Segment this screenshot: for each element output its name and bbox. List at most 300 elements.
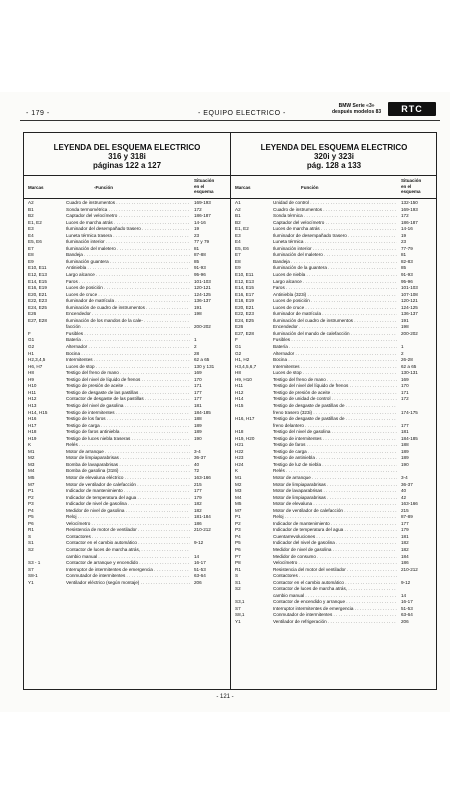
function-text: Motor de arranque . . . <box>66 449 190 456</box>
function-text: Motor de ventilador de calefacción . . . <box>273 508 397 515</box>
page-header <box>20 100 440 126</box>
function-text: Motor de ventilador de calefacción . . . <box>66 482 190 489</box>
function-text: Testigo de desgaste de pastillas de . . . <box>273 403 397 410</box>
function-text: Testigo de intermitentes . . . <box>66 410 190 417</box>
function-text: Reloj . . . <box>66 514 190 521</box>
schematic-location: 2 <box>401 350 404 356</box>
mark-code: E1, E2 <box>28 219 42 225</box>
mark-code: E26 <box>235 324 244 330</box>
schematic-location: 16-17 <box>194 560 206 566</box>
footer-page-number: - 121 - <box>216 694 234 700</box>
function-text: Sonda térmica . . . <box>273 213 397 220</box>
mark-code: H6, H7 <box>28 363 43 369</box>
schematic-location: 14 <box>401 592 407 598</box>
function-text: freno delantero . . . <box>273 423 397 430</box>
mark-code: H14 <box>235 396 244 402</box>
mark-code: P3 <box>235 527 241 533</box>
mark-code: B1 <box>28 206 34 212</box>
schematic-location: 171 <box>401 389 409 395</box>
mark-code: M2 <box>28 455 35 461</box>
schematic-location: 124-125 <box>194 291 211 297</box>
table-row <box>24 580 230 587</box>
mark-code: S8-1 <box>28 573 38 579</box>
function-text: Luces de stop . . . <box>66 364 190 371</box>
function-text: Faros . . . <box>66 279 190 286</box>
function-text: Medidor de consumo . . . <box>273 554 397 561</box>
mark-code: P4 <box>28 507 34 513</box>
schematic-location: 200-202 <box>194 324 211 330</box>
mark-code: M1 <box>235 474 242 480</box>
schematic-location: 188 <box>194 416 202 422</box>
mark-code: S1 <box>28 540 34 546</box>
schematic-location: 91-93 <box>401 272 413 278</box>
schematic-location: 136-137 <box>401 311 418 317</box>
header-situacion <box>401 178 435 195</box>
schematic-location: 14 <box>194 553 200 559</box>
mark-code: H19, H20 <box>235 435 255 441</box>
mark-code: A2 <box>28 200 34 205</box>
mark-code: M5 <box>28 474 35 480</box>
function-text: Testigo de los faros . . . <box>66 416 190 423</box>
schematic-location: 81 <box>194 245 200 251</box>
schematic-location: 184 <box>401 553 409 559</box>
schematic-location: 177 <box>194 488 202 494</box>
mark-code: S7 <box>28 566 34 572</box>
schematic-location: 36-37 <box>194 455 206 461</box>
schematic-location: 181 <box>401 533 409 539</box>
schematic-location: 107-108 <box>401 291 418 297</box>
function-text: Motor de elevaluna . . . <box>273 501 397 508</box>
function-text: freno trasero (323i) . . . <box>273 410 397 417</box>
schematic-location: 19 <box>401 232 407 238</box>
function-text: Medidor de nivel de gasolina . . . <box>273 547 397 554</box>
function-text: Bomba de gasolina (318i) . . . <box>66 468 190 475</box>
schematic-location: 198 <box>194 311 202 317</box>
right-title-line-2: 320i y 323i <box>313 152 355 161</box>
mark-code: E5, E6 <box>235 245 249 251</box>
mark-code: G1 <box>235 344 242 350</box>
schematic-location: 1 <box>401 344 404 350</box>
function-text: Luneta térmica . . . <box>273 239 397 246</box>
schematic-location: 130 y 131 <box>194 363 215 369</box>
schematic-location: 189 <box>401 448 409 454</box>
schematic-location: 169-193 <box>194 200 211 205</box>
function-text: cambio manual . . . <box>66 554 190 561</box>
schematic-location: 191 <box>194 304 202 310</box>
function-text: Testigo de antiniebla . . . <box>273 455 397 462</box>
function-text: Largo alcance . . . <box>273 279 397 286</box>
mark-code: M3 <box>28 461 35 467</box>
schematic-location: 184-185 <box>401 435 418 441</box>
schematic-location: 177 <box>401 422 409 428</box>
schematic-location: 101-103 <box>401 285 418 291</box>
mark-code: S1 <box>235 579 241 585</box>
function-text: Contactor de desgaste de las pastillas . . . <box>66 396 190 403</box>
mark-code: P3 <box>28 501 34 507</box>
schematic-location: 63-64 <box>401 612 413 618</box>
schematic-location: 82-83 <box>401 258 413 264</box>
mark-code: P4 <box>235 533 241 539</box>
schematic-location: 91-93 <box>194 265 206 271</box>
schematic-location: 3-4 <box>401 474 408 480</box>
function-text: Relés . . . <box>273 468 397 475</box>
schematic-location: 3-4 <box>194 448 201 454</box>
schematic-location: 215 <box>401 507 409 513</box>
schematic-location: 101-103 <box>194 278 211 284</box>
function-text: Contactor en el cambio automático . . . <box>66 540 190 547</box>
function-text: Antiniebla (323i) . . . <box>273 292 397 299</box>
mark-code: S2 <box>235 586 241 592</box>
mark-code: F <box>28 330 31 336</box>
schematic-location: 42 <box>401 494 407 500</box>
mark-code: H12 <box>235 389 244 395</box>
header-situacion-3: esquema <box>401 189 421 194</box>
function-text: Resistencia del motor del ventilador . . . <box>273 567 397 574</box>
mark-code: E1, E2 <box>235 226 249 232</box>
function-text: Motor de limpiaparabrisas . . . <box>273 482 397 489</box>
schematic-location: 87-88 <box>194 252 206 258</box>
function-text: Velocímetro . . . <box>273 560 397 567</box>
function-text: Motor de lavaparabrisas . . . <box>273 488 397 495</box>
function-text: Iluminación interior . . . <box>273 246 397 253</box>
mark-code: A1 <box>235 200 241 205</box>
schematic-location: 177 <box>194 389 202 395</box>
function-text: Cuadro de instrumentos . . . <box>66 200 190 207</box>
schematic-location: 191 <box>401 317 409 323</box>
function-text: Interruptor de intermitentes de emergencia . . . <box>66 567 190 574</box>
mark-code: H2,3,4,5 <box>28 357 46 363</box>
left-table-header <box>24 175 230 199</box>
right-table-body <box>231 200 437 626</box>
schematic-location: 169 <box>194 370 202 376</box>
mark-code: B2 <box>28 213 34 219</box>
header-marcas: Marcas <box>235 185 251 190</box>
schematic-location: 120-121 <box>401 298 418 304</box>
function-text: Medidor de nivel de gasolina . . . <box>66 508 190 515</box>
function-text: Ventilador de refrigeración . . . <box>273 619 397 626</box>
mark-code: H16, H17 <box>235 416 255 422</box>
schematic-location: 188 <box>401 442 409 448</box>
function-text: Contactor de luces de marcha atrás, . . . <box>66 547 190 554</box>
function-text: Contactor de arranque y encendido . . . <box>66 560 190 567</box>
function-text: cambio manual . . . <box>273 593 397 600</box>
function-text: Luneta térmica trasera . . . <box>66 233 190 240</box>
mark-code: G1 <box>28 337 35 343</box>
mark-code: A2 <box>235 206 241 212</box>
mark-code: E5, E6 <box>28 239 42 245</box>
mark-code: E12, E13 <box>235 278 254 284</box>
function-text: Testigo de desgaste de las pastillas . . . <box>66 390 190 397</box>
function-text: Testigo del nivel de gasolina . . . <box>66 403 190 410</box>
mark-code: E14, E15 <box>28 278 47 284</box>
function-text: Motor de elevaluna eléctrico . . . <box>66 475 190 482</box>
schematic-location: 163-166 <box>401 501 418 507</box>
schematic-location: 9-12 <box>401 579 411 585</box>
function-text: Testigo de faros antiniebla . . . <box>66 429 190 436</box>
function-text: Indicador de mantenimiento . . . <box>273 521 397 528</box>
function-text: Captador del velocímetro . . . <box>273 220 397 227</box>
mark-code: F <box>235 337 238 343</box>
mark-code: H13 <box>28 402 37 408</box>
function-text: Ventilador eléctrico (según montaje) . . . <box>66 580 190 587</box>
mark-code: E4 <box>28 232 34 238</box>
function-text: Fusibles . . . <box>273 337 397 344</box>
function-text: Velocímetro . . . <box>66 521 190 528</box>
mark-code: R1 <box>28 527 34 533</box>
function-text: Iluminador de matrícula . . . <box>66 298 190 305</box>
series-line-2: después modelos 83 <box>332 109 382 115</box>
mark-code: H8 <box>28 370 34 376</box>
function-text: Testigo del freno de mano . . . <box>273 377 397 384</box>
schematic-location: 130-131 <box>401 370 418 376</box>
function-text: Testigo del freno de mano . . . <box>66 370 190 377</box>
schematic-location: 40 <box>194 461 200 467</box>
header-page-number: - 179 - <box>26 110 50 117</box>
function-text: Conmutador de intermitentes . . . <box>273 612 397 619</box>
function-text: Contactor de encendido y arranque . . . <box>273 599 397 606</box>
rtc-logo: RTC <box>388 102 436 116</box>
mark-code: E24, E25 <box>28 304 47 310</box>
schematic-location: 85 <box>401 265 407 271</box>
mark-code: H17 <box>28 422 37 428</box>
function-text: Iluminación del maletero . . . <box>66 246 190 253</box>
mark-code: K <box>28 442 32 448</box>
function-text: Batería . . . <box>66 337 190 344</box>
function-text: Testigo de presión de aceite . . . <box>66 383 190 390</box>
function-text: Luces de cruce . . . <box>66 292 190 299</box>
schematic-location: 77 y 79 <box>194 239 210 245</box>
schematic-location: 181-184 <box>194 514 211 520</box>
schematic-location: 181 <box>401 429 409 435</box>
mark-code: M4 <box>235 494 242 500</box>
header-funcion: -Función <box>94 185 113 190</box>
schematic-location: 14-16 <box>401 226 413 232</box>
function-text: Iluminador del desempañado trasero . . . <box>66 226 190 233</box>
top-margin <box>0 0 450 92</box>
function-text: Contactores . . . <box>273 573 397 580</box>
function-text: Iluminación del mando de calefacción . . . <box>273 331 397 338</box>
mark-code: S3 - 1 <box>28 560 41 566</box>
function-text: Iluminación de la guantera . . . <box>273 265 397 272</box>
mark-code: M2 <box>235 481 242 487</box>
function-text: Luces de marcha atrás . . . <box>273 226 397 233</box>
mark-code: P5 <box>28 514 34 520</box>
mark-code: E16, E19 <box>28 285 47 291</box>
mark-code: P5 <box>235 540 241 546</box>
vehicle-series <box>332 103 381 115</box>
schematic-location: 95-96 <box>401 278 413 284</box>
schematic-location: 72 <box>194 468 200 474</box>
schematic-location: 206 <box>401 619 409 624</box>
function-text: Encendedor . . . <box>66 311 190 318</box>
function-text: Indicador del nivel de gasolina . . . <box>273 540 397 547</box>
left-table-body <box>24 200 230 586</box>
function-text: Batería . . . <box>273 344 397 351</box>
right-table-header <box>231 175 437 199</box>
legend-frame <box>23 132 437 690</box>
bottom-margin <box>0 712 450 800</box>
mark-code: E10, E11 <box>28 265 47 271</box>
mark-code: M5 <box>235 501 242 507</box>
schematic-location: 77-79 <box>401 245 413 251</box>
mark-code: S7 <box>235 605 241 611</box>
function-text: Testigo de faros . . . <box>273 442 397 449</box>
schematic-location: 179 <box>401 527 409 533</box>
function-text: Indicador de nivel de gasolina . . . <box>66 501 190 508</box>
function-text: Encendedor . . . <box>273 324 397 331</box>
header-rule <box>20 120 440 121</box>
mark-code: H14, H15 <box>28 409 48 415</box>
function-text: Reloj . . . <box>273 514 397 521</box>
schematic-location: 124-125 <box>401 304 418 310</box>
schematic-location: 206 <box>194 579 202 585</box>
function-text: Iluminación interior . . . <box>66 239 190 246</box>
schematic-location: 81 <box>401 252 407 258</box>
mark-code: E8 <box>235 258 241 264</box>
mark-code: H11 <box>28 389 37 395</box>
function-text: Testigo del nivel de gasolina . . . <box>273 429 397 436</box>
schematic-location: 189 <box>401 455 409 461</box>
mark-code: E8 <box>28 252 34 258</box>
mark-code: E26 <box>28 311 37 317</box>
function-text: Motor de limpiaparabrisas . . . <box>66 455 190 462</box>
header-situacion-2: en el <box>401 183 412 189</box>
function-text: Antiniebla . . . <box>66 265 190 272</box>
function-text: Contactores . . . <box>66 534 190 541</box>
schematic-location: 190 <box>401 461 409 467</box>
function-text: Iluminación del cuadro de instrumentos . . . <box>273 318 397 325</box>
function-text: Testigo de desgaste de pastillas de . . . <box>273 416 397 423</box>
mark-code: H9 <box>28 376 34 382</box>
schematic-location: 182 <box>194 501 202 507</box>
mark-code: S8,1 <box>235 612 245 618</box>
schematic-location: 132-150 <box>401 200 418 205</box>
function-text: Testigo de carga . . . <box>273 449 397 456</box>
mark-code: S3,1 <box>235 599 245 605</box>
function-text: Sonda termométrica . . . <box>66 207 190 214</box>
function-text: Motor de arranque . . . <box>273 475 397 482</box>
right-title <box>231 143 437 170</box>
mark-code: E20, E21 <box>235 304 254 310</box>
legend-column-316-318i <box>24 133 230 689</box>
mark-code: P6 <box>235 546 241 552</box>
schematic-location: 36-37 <box>401 481 413 487</box>
header-situacion-3: esquema <box>194 189 214 194</box>
mark-code: B1 <box>235 213 241 219</box>
schematic-location: 172 <box>401 396 409 402</box>
schematic-location: 179 <box>194 494 202 500</box>
schematic-location: 182 <box>401 540 409 546</box>
mark-code: H1, H2 <box>235 357 250 363</box>
mark-code: M7 <box>28 481 35 487</box>
schematic-location: 19 <box>194 226 200 232</box>
schematic-location: 200-202 <box>401 330 418 336</box>
mark-code: P2 <box>235 520 241 526</box>
mark-code: H21 <box>235 442 244 448</box>
mark-code: P1 <box>235 514 241 520</box>
schematic-location: 198 <box>401 324 409 330</box>
function-text: Luces de posición . . . <box>273 298 397 305</box>
mark-code: E12, E13 <box>28 272 47 278</box>
schematic-location: 163-166 <box>194 474 211 480</box>
schematic-location: 170 <box>194 376 202 382</box>
function-text: Conmutador de intermitentes . . . <box>66 573 190 580</box>
left-title <box>24 143 230 170</box>
schematic-location: 14-16 <box>194 219 206 225</box>
mark-code: P6 <box>28 520 34 526</box>
function-text: Iluminación de cuadro de instrumentos . . . <box>66 305 190 312</box>
mark-code: E27, E28 <box>235 330 254 336</box>
mark-code: E20, E21 <box>28 291 47 297</box>
function-text: Unidad de control . . . <box>273 200 397 207</box>
mark-code: E3 <box>235 232 241 238</box>
schematic-location: 87-89 <box>401 514 413 520</box>
right-title-line-1: LEYENDA DEL ESQUEMA ELECTRICO <box>260 143 408 152</box>
schematic-location: 26-28 <box>401 357 413 363</box>
mark-code: Y1 <box>28 579 34 585</box>
mark-code: B2 <box>235 219 241 225</box>
mark-code: E18, E19 <box>235 298 254 304</box>
schematic-location: 85 <box>194 258 200 264</box>
mark-code: P7 <box>235 553 241 559</box>
mark-code: E7 <box>28 245 34 251</box>
schematic-location: 23 <box>194 232 200 238</box>
schematic-location: 215 <box>194 481 202 487</box>
mark-code: M1 <box>28 448 35 454</box>
schematic-location: 210-212 <box>401 566 418 572</box>
function-text: Contactor de luces de marcha atrás, . . . <box>273 586 397 593</box>
function-text: Fusibles . . . <box>66 331 190 338</box>
header-situacion-1: Situación <box>401 178 422 183</box>
mark-code: H22 <box>235 448 244 454</box>
mark-code: H8 <box>235 370 241 376</box>
mark-code: E9 <box>28 258 34 264</box>
schematic-location: 2 <box>194 344 197 350</box>
mark-code: S2 <box>28 546 34 552</box>
mark-code: P1 <box>28 488 34 494</box>
left-title-line-2: 316 y 318i <box>108 152 146 161</box>
right-title-line-3: pág. 128 a 133 <box>306 161 362 170</box>
function-text: Testigo del nivel del líquido de frenos . . . <box>273 383 397 390</box>
schematic-location: 186-187 <box>194 213 211 219</box>
mark-code: E4 <box>235 239 241 245</box>
mark-code: E22, E23 <box>28 298 47 304</box>
mark-code: H16 <box>28 416 37 422</box>
mark-code: H18 <box>235 429 244 435</box>
function-text: Bandeja . . . <box>273 259 397 266</box>
mark-code: Y1 <box>235 619 241 624</box>
schematic-location: 182 <box>194 507 202 513</box>
mark-code: P8 <box>235 560 241 566</box>
schematic-location: 174-175 <box>401 409 418 415</box>
mark-code: H19 <box>28 435 37 441</box>
mark-code: H10 <box>28 383 37 389</box>
schematic-location: 184-185 <box>194 409 211 415</box>
mark-code: H1 <box>28 350 34 356</box>
mark-code: E9 <box>235 265 241 271</box>
function-text: Luces de posición . . . <box>66 285 190 292</box>
left-title-line-1: LEYENDA DEL ESQUEMA ELECTRICO <box>53 143 201 152</box>
header-situacion <box>194 178 228 195</box>
mark-code: E7 <box>235 252 241 258</box>
function-text: Largo alcance . . . <box>66 272 190 279</box>
mark-code: S <box>28 533 32 539</box>
function-text: Iluminación de los mandos de la cale- . . . <box>66 318 190 325</box>
schematic-location: 189 <box>194 429 202 435</box>
mark-code: H23 <box>235 455 244 461</box>
schematic-location: 136-137 <box>194 298 211 304</box>
header-situacion-1: Situación <box>194 178 215 183</box>
